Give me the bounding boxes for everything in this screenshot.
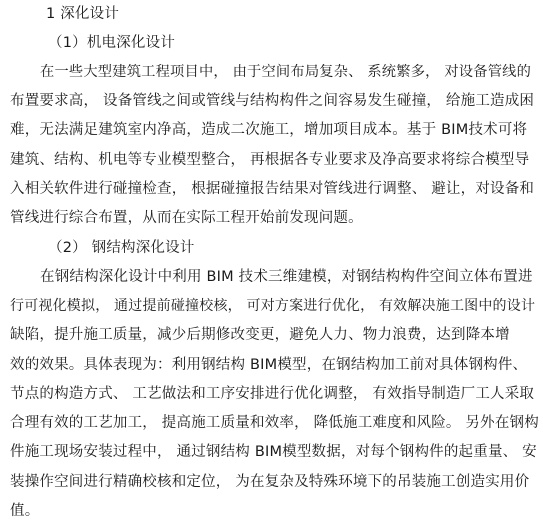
paragraph-line: 值。 [10, 503, 40, 519]
paragraph-line: 效的效果。具体表现为：利用钢结构 BIM模型，在钢结构加工前对具体钢构件、 [10, 357, 528, 373]
paragraph-line: 缺陷，提升施工质量，减少后期修改变更，避免人力、物力浪费，达到降本增 [10, 327, 510, 343]
subsection-heading-mep: （1）机电深化设计 [48, 35, 176, 51]
paragraph-line: 件施工现场安装过程中， 通过钢结构 BIM模型数据，对每个钢构件的起重量、 安 [10, 444, 537, 460]
paragraph-line: 在一些大型建筑工程项目中， 由于空间布局复杂、 系统繁多， 对设备管线的 [40, 64, 532, 80]
paragraph-line: 建筑、结构、机电等专业模型整合， 再根据各专业要求及净高要求将综合模型导 [10, 152, 530, 168]
paragraph-line: 难，无法满足建筑室内净高，造成二次施工，增加项目成本。基于 BIM技术可将 [10, 122, 528, 138]
paragraph-line: 节点的构造方式、 工艺做法和工序安排进行优化调整， 有效指导制造厂工人采取 [10, 386, 535, 402]
paragraph-line: 管线进行综合布置，从而在实际工程开始前发现问题。 [10, 210, 363, 226]
paragraph-line: 行可视化模拟， 通过提前碰撞校核， 可对方案进行优化， 有效解决施工图中的设计 [10, 298, 536, 314]
paragraph-line: 入相关软件进行碰撞检查， 根据碰撞报告结果对管线进行调整、 避让，对设备和 [10, 181, 535, 197]
paragraph-line: 合理有效的工艺加工， 提高施工质量和效率， 降低施工难度和风险。 另外在钢构 [10, 415, 539, 431]
paragraph-line: 装操作空间进行精确校核和定位， 为在复杂及特殊环境下的吊装施工创造实用价 [10, 474, 530, 490]
paragraph-line: 布置要求高， 设备管线之间或管线与结构构件之间容易发生碰撞， 给施工造成困 [10, 93, 535, 109]
paragraph-line: 在钢结构深化设计中利用 BIM 技术三维建模，对钢结构构件空间立体布置进 [40, 269, 533, 285]
subsection-heading-steel: （2） 钢结构深化设计 [48, 240, 195, 256]
section-heading: 1 深化设计 [46, 6, 120, 22]
